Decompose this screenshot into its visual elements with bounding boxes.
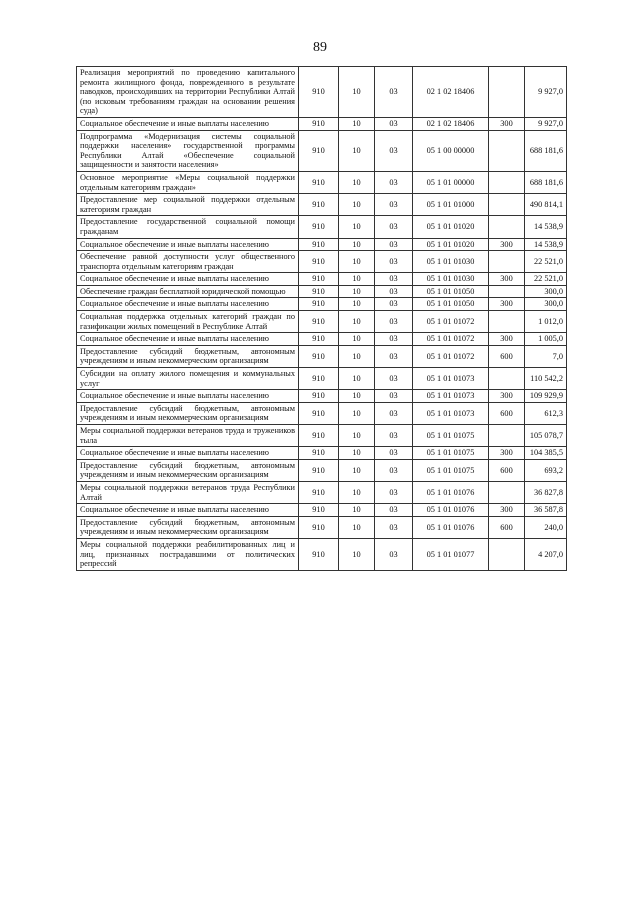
row-ved-cell: 910 bbox=[299, 298, 339, 311]
row-csr-cell: 05 1 01 01030 bbox=[413, 273, 489, 286]
row-vr-cell bbox=[489, 425, 525, 447]
row-sum-cell: 36 827,8 bbox=[525, 481, 567, 503]
row-ved-cell: 910 bbox=[299, 516, 339, 538]
row-csr-cell: 05 1 01 01030 bbox=[413, 251, 489, 273]
table-row bbox=[77, 273, 567, 286]
table-row bbox=[77, 216, 567, 238]
table-row bbox=[77, 285, 567, 298]
row-pr-cell: 03 bbox=[375, 345, 413, 367]
row-ved-cell: 910 bbox=[299, 402, 339, 424]
row-sum-cell: 1 012,0 bbox=[525, 311, 567, 333]
table-row bbox=[77, 459, 567, 481]
row-ved-cell: 910 bbox=[299, 171, 339, 193]
row-ved-cell: 910 bbox=[299, 67, 339, 118]
row-ved-cell: 910 bbox=[299, 504, 339, 517]
row-vr-cell bbox=[489, 130, 525, 171]
row-ved-cell: 910 bbox=[299, 273, 339, 286]
page-number: 89 bbox=[313, 40, 327, 55]
row-name-cell: Социальная поддержка отдельных категорий граждан по газификации жилых помещений в Республике Алтай bbox=[77, 311, 299, 333]
row-vr-cell bbox=[489, 368, 525, 390]
table-row bbox=[77, 345, 567, 367]
row-name-cell: Социальное обеспечение и иные выплаты населению bbox=[77, 504, 299, 517]
row-pr-cell: 03 bbox=[375, 459, 413, 481]
row-name-cell: Подпрограмма «Модернизация системы социальной поддержки населения» государственной программы Республики Алтай «Обеспечение социальной защищенности и занятости населения» bbox=[77, 130, 299, 171]
row-rz-cell: 10 bbox=[339, 311, 375, 333]
row-rz-cell: 10 bbox=[339, 194, 375, 216]
row-sum-cell: 36 587,8 bbox=[525, 504, 567, 517]
row-ved-cell: 910 bbox=[299, 251, 339, 273]
row-csr-cell: 05 1 01 01050 bbox=[413, 298, 489, 311]
row-rz-cell: 10 bbox=[339, 402, 375, 424]
row-ved-cell: 910 bbox=[299, 425, 339, 447]
row-sum-cell: 9 927,0 bbox=[525, 117, 567, 130]
row-pr-cell: 03 bbox=[375, 481, 413, 503]
row-name-cell: Меры социальной поддержки реабилитированных лиц и лиц, признанных пострадавшими от политических репрессий bbox=[77, 538, 299, 570]
row-vr-cell bbox=[489, 538, 525, 570]
row-vr-cell: 600 bbox=[489, 345, 525, 367]
row-ved-cell: 910 bbox=[299, 333, 339, 346]
row-sum-cell: 14 538,9 bbox=[525, 216, 567, 238]
row-ved-cell: 910 bbox=[299, 481, 339, 503]
row-ved-cell: 910 bbox=[299, 285, 339, 298]
row-vr-cell bbox=[489, 67, 525, 118]
row-vr-cell: 300 bbox=[489, 298, 525, 311]
row-pr-cell: 03 bbox=[375, 194, 413, 216]
row-sum-cell: 104 385,5 bbox=[525, 447, 567, 460]
row-csr-cell: 02 1 02 18406 bbox=[413, 67, 489, 118]
row-sum-cell: 7,0 bbox=[525, 345, 567, 367]
row-ved-cell: 910 bbox=[299, 459, 339, 481]
row-csr-cell: 05 1 01 01072 bbox=[413, 333, 489, 346]
row-name-cell: Социальное обеспечение и иные выплаты населению bbox=[77, 238, 299, 251]
row-pr-cell: 03 bbox=[375, 130, 413, 171]
row-pr-cell: 03 bbox=[375, 538, 413, 570]
table-body bbox=[77, 67, 567, 571]
row-name-cell: Обеспечение граждан бесплатной юридической помощью bbox=[77, 285, 299, 298]
table-row bbox=[77, 425, 567, 447]
row-sum-cell: 240,0 bbox=[525, 516, 567, 538]
row-rz-cell: 10 bbox=[339, 447, 375, 460]
row-ved-cell: 910 bbox=[299, 368, 339, 390]
table-row bbox=[77, 251, 567, 273]
row-rz-cell: 10 bbox=[339, 538, 375, 570]
table-row bbox=[77, 402, 567, 424]
row-pr-cell: 03 bbox=[375, 447, 413, 460]
row-vr-cell: 300 bbox=[489, 238, 525, 251]
row-ved-cell: 910 bbox=[299, 311, 339, 333]
row-vr-cell bbox=[489, 285, 525, 298]
row-rz-cell: 10 bbox=[339, 425, 375, 447]
row-sum-cell: 688 181,6 bbox=[525, 130, 567, 171]
row-vr-cell: 300 bbox=[489, 117, 525, 130]
row-rz-cell: 10 bbox=[339, 285, 375, 298]
row-vr-cell: 300 bbox=[489, 504, 525, 517]
row-sum-cell: 110 542,2 bbox=[525, 368, 567, 390]
row-sum-cell: 490 814,1 bbox=[525, 194, 567, 216]
row-rz-cell: 10 bbox=[339, 333, 375, 346]
row-ved-cell: 910 bbox=[299, 345, 339, 367]
row-rz-cell: 10 bbox=[339, 273, 375, 286]
row-pr-cell: 03 bbox=[375, 516, 413, 538]
row-name-cell: Социальное обеспечение и иные выплаты населению bbox=[77, 333, 299, 346]
row-name-cell: Субсидии на оплату жилого помещения и коммунальных услуг bbox=[77, 368, 299, 390]
row-pr-cell: 03 bbox=[375, 298, 413, 311]
row-pr-cell: 03 bbox=[375, 402, 413, 424]
row-vr-cell: 300 bbox=[489, 333, 525, 346]
row-csr-cell: 05 1 01 01020 bbox=[413, 216, 489, 238]
row-rz-cell: 10 bbox=[339, 117, 375, 130]
row-pr-cell: 03 bbox=[375, 216, 413, 238]
row-rz-cell: 10 bbox=[339, 67, 375, 118]
row-sum-cell: 300,0 bbox=[525, 285, 567, 298]
row-pr-cell: 03 bbox=[375, 67, 413, 118]
row-name-cell: Предоставление государственной социальной помощи гражданам bbox=[77, 216, 299, 238]
row-ved-cell: 910 bbox=[299, 117, 339, 130]
row-name-cell: Предоставление субсидий бюджетным, автономным учреждениям и иным некоммерческим организациям bbox=[77, 345, 299, 367]
row-ved-cell: 910 bbox=[299, 238, 339, 251]
row-pr-cell: 03 bbox=[375, 273, 413, 286]
row-rz-cell: 10 bbox=[339, 459, 375, 481]
row-vr-cell bbox=[489, 216, 525, 238]
row-vr-cell bbox=[489, 481, 525, 503]
row-csr-cell: 05 1 01 01075 bbox=[413, 447, 489, 460]
row-pr-cell: 03 bbox=[375, 368, 413, 390]
row-csr-cell: 05 1 01 01000 bbox=[413, 194, 489, 216]
row-vr-cell bbox=[489, 251, 525, 273]
row-name-cell: Предоставление субсидий бюджетным, автономным учреждениям и иным некоммерческим организациям bbox=[77, 516, 299, 538]
table-row bbox=[77, 538, 567, 570]
row-csr-cell: 05 1 01 01076 bbox=[413, 504, 489, 517]
row-vr-cell: 300 bbox=[489, 390, 525, 403]
row-csr-cell: 05 1 01 01075 bbox=[413, 459, 489, 481]
row-ved-cell: 910 bbox=[299, 130, 339, 171]
row-sum-cell: 693,2 bbox=[525, 459, 567, 481]
row-rz-cell: 10 bbox=[339, 298, 375, 311]
row-name-cell: Предоставление субсидий бюджетным, автономным учреждениям и иным некоммерческим организациям bbox=[77, 402, 299, 424]
row-vr-cell bbox=[489, 171, 525, 193]
row-sum-cell: 612,3 bbox=[525, 402, 567, 424]
row-name-cell: Социальное обеспечение и иные выплаты населению bbox=[77, 298, 299, 311]
row-rz-cell: 10 bbox=[339, 504, 375, 517]
row-csr-cell: 05 1 01 01076 bbox=[413, 516, 489, 538]
row-ved-cell: 910 bbox=[299, 447, 339, 460]
row-name-cell: Основное мероприятие «Меры социальной поддержки отдельным категориям граждан» bbox=[77, 171, 299, 193]
row-csr-cell: 05 1 01 01072 bbox=[413, 311, 489, 333]
row-sum-cell: 300,0 bbox=[525, 298, 567, 311]
row-vr-cell: 300 bbox=[489, 447, 525, 460]
row-name-cell: Социальное обеспечение и иные выплаты населению bbox=[77, 273, 299, 286]
row-sum-cell: 9 927,0 bbox=[525, 67, 567, 118]
row-rz-cell: 10 bbox=[339, 238, 375, 251]
row-pr-cell: 03 bbox=[375, 171, 413, 193]
table-row bbox=[77, 171, 567, 193]
table-row bbox=[77, 298, 567, 311]
row-pr-cell: 03 bbox=[375, 285, 413, 298]
table-row bbox=[77, 67, 567, 118]
row-name-cell: Предоставление мер социальной поддержки отдельным категориям граждан bbox=[77, 194, 299, 216]
table-row bbox=[77, 368, 567, 390]
table-row bbox=[77, 311, 567, 333]
row-ved-cell: 910 bbox=[299, 194, 339, 216]
row-pr-cell: 03 bbox=[375, 117, 413, 130]
table-row bbox=[77, 516, 567, 538]
row-name-cell: Предоставление субсидий бюджетным, автономным учреждениям и иным некоммерческим организациям bbox=[77, 459, 299, 481]
row-rz-cell: 10 bbox=[339, 130, 375, 171]
row-name-cell: Реализация мероприятий по проведению капитального ремонта жилищного фонда, поврежденного в результате паводков, происходивших на территории Республики Алтай (по исковым требованиям граждан на основании решения суда) bbox=[77, 67, 299, 118]
row-rz-cell: 10 bbox=[339, 368, 375, 390]
row-csr-cell: 05 1 01 01077 bbox=[413, 538, 489, 570]
row-sum-cell: 14 538,9 bbox=[525, 238, 567, 251]
row-name-cell: Обеспечение равной доступности услуг общественного транспорта отдельным категориям граждан bbox=[77, 251, 299, 273]
row-name-cell: Меры социальной поддержки ветеранов труда Республики Алтай bbox=[77, 481, 299, 503]
table-row bbox=[77, 333, 567, 346]
row-csr-cell: 05 1 01 00000 bbox=[413, 171, 489, 193]
row-sum-cell: 4 207,0 bbox=[525, 538, 567, 570]
row-csr-cell: 05 1 00 00000 bbox=[413, 130, 489, 171]
row-pr-cell: 03 bbox=[375, 504, 413, 517]
row-ved-cell: 910 bbox=[299, 390, 339, 403]
row-name-cell: Меры социальной поддержки ветеранов труда и тружеников тыла bbox=[77, 425, 299, 447]
row-vr-cell: 600 bbox=[489, 402, 525, 424]
row-rz-cell: 10 bbox=[339, 171, 375, 193]
row-vr-cell bbox=[489, 311, 525, 333]
row-csr-cell: 05 1 01 01073 bbox=[413, 402, 489, 424]
budget-table bbox=[76, 66, 567, 571]
row-vr-cell: 600 bbox=[489, 459, 525, 481]
table-row bbox=[77, 130, 567, 171]
row-csr-cell: 05 1 01 01050 bbox=[413, 285, 489, 298]
row-rz-cell: 10 bbox=[339, 516, 375, 538]
row-sum-cell: 105 078,7 bbox=[525, 425, 567, 447]
row-rz-cell: 10 bbox=[339, 390, 375, 403]
table-row bbox=[77, 117, 567, 130]
row-rz-cell: 10 bbox=[339, 216, 375, 238]
row-pr-cell: 03 bbox=[375, 251, 413, 273]
row-csr-cell: 05 1 01 01075 bbox=[413, 425, 489, 447]
row-sum-cell: 22 521,0 bbox=[525, 251, 567, 273]
table-row bbox=[77, 390, 567, 403]
row-ved-cell: 910 bbox=[299, 216, 339, 238]
row-vr-cell bbox=[489, 194, 525, 216]
row-csr-cell: 05 1 01 01076 bbox=[413, 481, 489, 503]
row-ved-cell: 910 bbox=[299, 538, 339, 570]
row-pr-cell: 03 bbox=[375, 311, 413, 333]
row-sum-cell: 22 521,0 bbox=[525, 273, 567, 286]
row-csr-cell: 05 1 01 01073 bbox=[413, 368, 489, 390]
row-rz-cell: 10 bbox=[339, 481, 375, 503]
row-pr-cell: 03 bbox=[375, 333, 413, 346]
row-pr-cell: 03 bbox=[375, 390, 413, 403]
table-row bbox=[77, 238, 567, 251]
row-csr-cell: 05 1 01 01020 bbox=[413, 238, 489, 251]
row-sum-cell: 1 005,0 bbox=[525, 333, 567, 346]
row-pr-cell: 03 bbox=[375, 238, 413, 251]
row-rz-cell: 10 bbox=[339, 251, 375, 273]
row-name-cell: Социальное обеспечение и иные выплаты населению bbox=[77, 390, 299, 403]
table-row bbox=[77, 504, 567, 517]
table-row bbox=[77, 447, 567, 460]
table-row bbox=[77, 194, 567, 216]
row-sum-cell: 688 181,6 bbox=[525, 171, 567, 193]
row-name-cell: Социальное обеспечение и иные выплаты населению bbox=[77, 117, 299, 130]
row-csr-cell: 05 1 01 01072 bbox=[413, 345, 489, 367]
row-csr-cell: 02 1 02 18406 bbox=[413, 117, 489, 130]
row-pr-cell: 03 bbox=[375, 425, 413, 447]
table-row bbox=[77, 481, 567, 503]
row-csr-cell: 05 1 01 01073 bbox=[413, 390, 489, 403]
row-name-cell: Социальное обеспечение и иные выплаты населению bbox=[77, 447, 299, 460]
row-vr-cell: 300 bbox=[489, 273, 525, 286]
row-vr-cell: 600 bbox=[489, 516, 525, 538]
row-sum-cell: 109 929,9 bbox=[525, 390, 567, 403]
row-rz-cell: 10 bbox=[339, 345, 375, 367]
